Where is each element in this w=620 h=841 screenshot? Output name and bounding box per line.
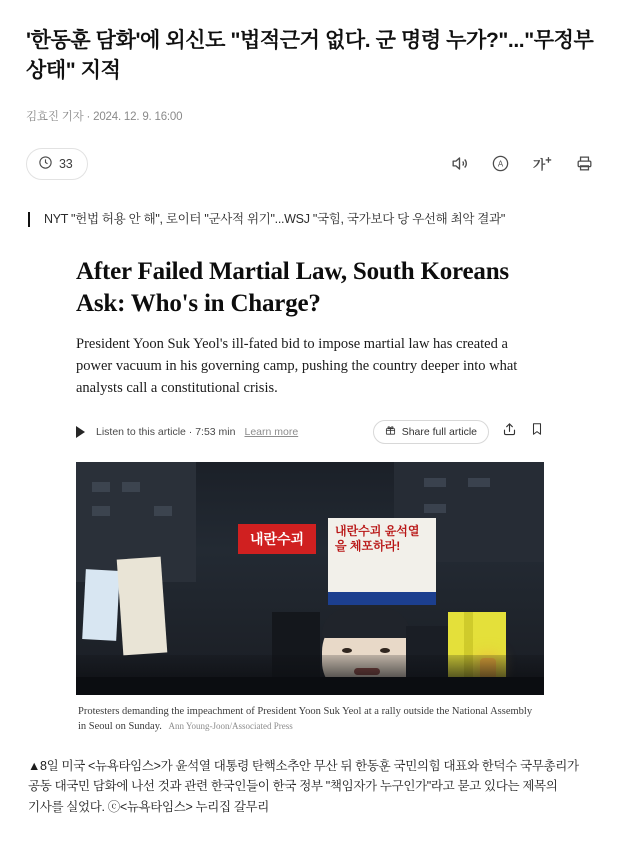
- photo-protest-sign: [117, 556, 168, 655]
- share-label: Share full article: [401, 425, 477, 438]
- photo-window: [424, 478, 446, 487]
- byline: 김효진 기자 · 2024. 12. 9. 16:00: [26, 110, 183, 123]
- font-size-icon[interactable]: [532, 154, 553, 173]
- listen-control[interactable]: [76, 426, 298, 438]
- reaction-button[interactable]: [26, 148, 88, 180]
- photo-credit: Ann Young-Joon/Associated Press: [168, 720, 293, 731]
- embed-listen-row: [76, 420, 544, 444]
- share-arrow-icon[interactable]: [502, 422, 517, 442]
- photo-red-sign-text: 내란수괴: [249, 530, 305, 547]
- subheadline-bar: [28, 212, 30, 227]
- embed-photo: [76, 462, 544, 695]
- photo-mask-eye: [342, 648, 352, 653]
- photo-red-sign: [238, 524, 316, 554]
- photo-white-sign: [328, 518, 436, 592]
- photo-window: [92, 506, 110, 516]
- share-full-article-button[interactable]: [373, 420, 489, 444]
- print-icon[interactable]: [575, 154, 594, 173]
- svg-text:A: A: [497, 159, 504, 169]
- embed-actions: [373, 420, 544, 444]
- image-description: ▲8일 미국 <뉴욕타임스>가 윤석열 대통령 탄핵소추안 무산 뒤 한동훈 국민의힘 대표와 한덕수 국무총리가 공동 대국민 담화에 나선 것과 관련 한국인들이 한국 정부 "책임자가 누구인가"라고 묻고 있다는 제목의 기사를 실었다. ⓒ<뉴욕타임스> 누리집 갈무리: [28, 759, 579, 814]
- nyt-embed: [76, 256, 544, 734]
- photo-window: [154, 506, 172, 516]
- embed-title: After Failed Martial Law, South Koreans Ask: Who's in Charge?: [76, 258, 509, 318]
- toolbar-icons: [450, 154, 594, 173]
- clock-reaction-icon: [38, 155, 53, 173]
- photo-white-sign-text: 내란수괴 윤석열을 체포하라!: [335, 523, 420, 553]
- gift-icon: [385, 425, 396, 439]
- reaction-count: 33: [59, 156, 73, 171]
- photo-blue-band: [328, 592, 436, 605]
- subheadline: [26, 196, 594, 247]
- photo-caption-text: Protesters demanding the impeachment of President Yoon Suk Yeol at a rally outside the National Assembly in Seoul on Sunday.: [78, 705, 533, 732]
- embed-deck: President Yoon Suk Yeol's ill-fated bid to impose martial law has created a power vacuum in his governing camp, pushing the country deeper into what analysts call a constitutional crisis.: [76, 336, 518, 396]
- subheadline-text: NYT "헌법 허용 안 해", 로이터 "군사적 위기"...WSJ "국힘, 국가보다 당 우선해 최악 결과": [44, 211, 505, 226]
- photo-window: [468, 478, 490, 487]
- speaker-icon[interactable]: [450, 154, 469, 173]
- photo-mask-hair: [322, 608, 410, 638]
- photo-protest-sign: [82, 569, 120, 641]
- learn-more-link[interactable]: Learn more: [244, 425, 299, 438]
- photo-window: [122, 482, 140, 492]
- photo-window: [424, 504, 446, 513]
- photo-caption: [76, 695, 544, 734]
- page-title: '한동훈 담화'에 외신도 "법적근거 없다. 군 명령 누가?"..."무정부 상태" 지적: [26, 29, 594, 82]
- article-toolbar: [26, 142, 594, 196]
- svg-text:가: 가: [533, 158, 546, 173]
- photo-ground: [76, 677, 544, 695]
- font-style-icon[interactable]: [491, 154, 510, 173]
- photo-window: [92, 482, 110, 492]
- listen-label: Listen to this article · 7:53 min: [96, 425, 236, 438]
- photo-mask-eye: [380, 648, 390, 653]
- play-icon[interactable]: [76, 426, 85, 438]
- bookmark-icon[interactable]: [530, 422, 544, 441]
